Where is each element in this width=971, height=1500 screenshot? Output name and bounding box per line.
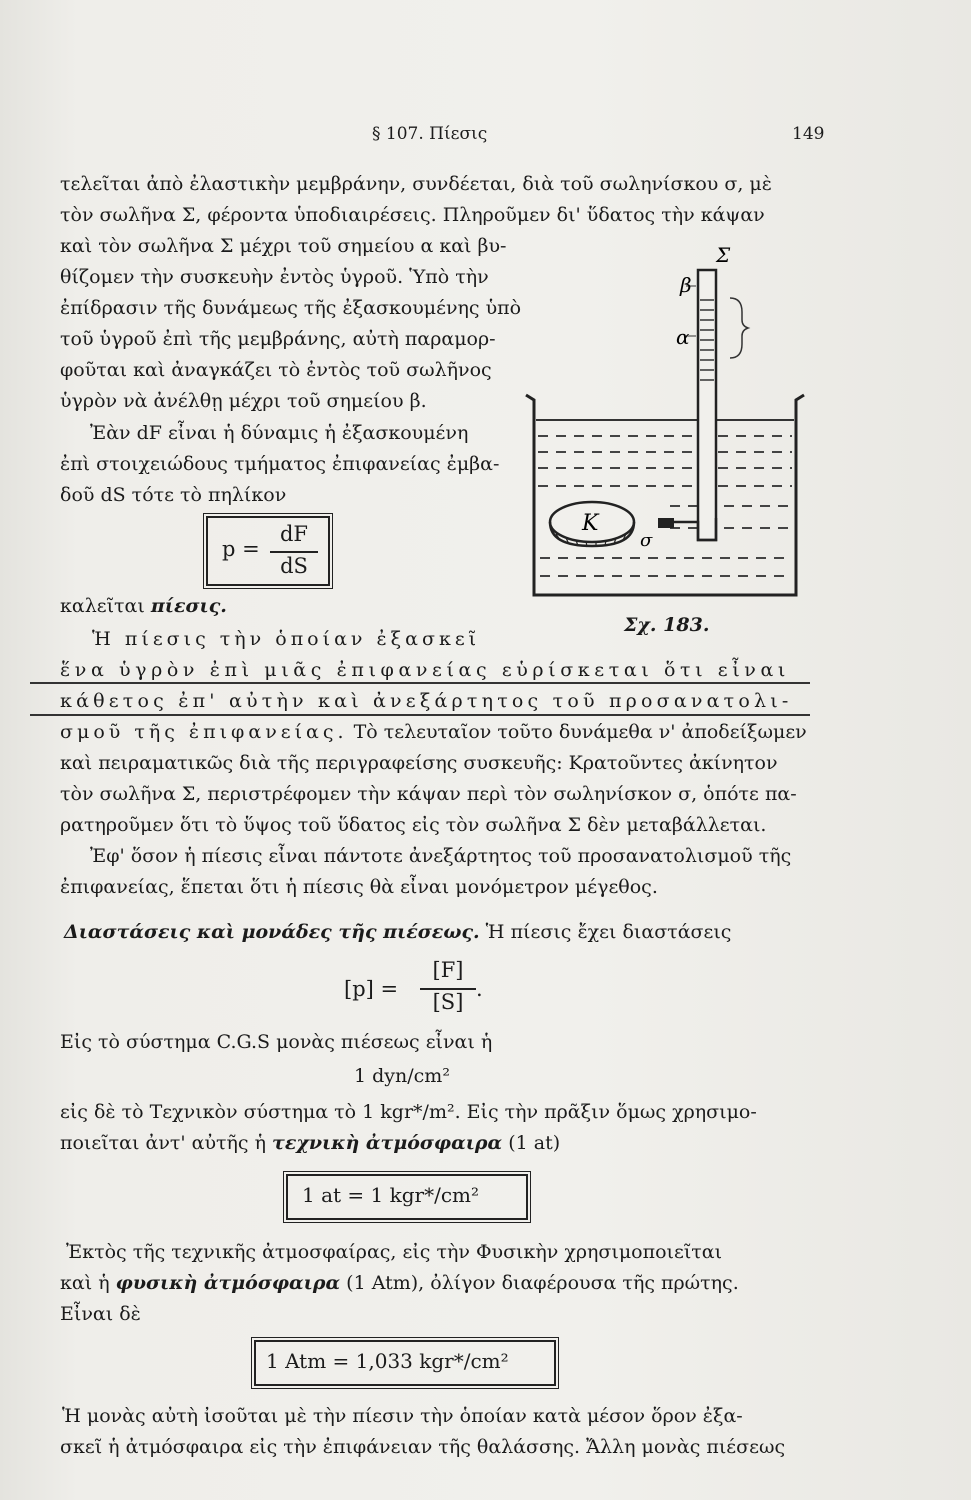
phys-prefix: καὶ ἡ [60,1272,116,1294]
dimensions-text: Ἡ πίεσις ἔχει διαστάσεις [479,921,732,943]
text-line: ἐπιφανείας, ἕπεται ὅτι ἡ πίεσις θὰ εἶναι μονόμετρον μέγεθος. [60,876,658,898]
formula-atm: 1 Atm = 1,033 kgr*/cm² [266,1349,509,1373]
figure-label-K: K [582,511,599,536]
text-line-spaced: Ἡ πίεσις τὴν ὁποίαν ἐξασκεῖ [92,628,481,650]
normal-segment: Τὸ τελευταῖον τοῦτο δυνάμεθα ν' ἀποδείξωμεν [347,721,807,743]
formula2-denominator: [S] [432,990,464,1014]
text-line-spaced: κάθετος ἐπ' αὐτὴν καὶ ἀνεξάρτητος τοῦ προσανατολι- [60,690,793,712]
text-line-called [60,594,227,618]
phys-suffix: (1 Atm), ὀλίγον διαφέρουσα τῆς πρώτης. [340,1272,739,1294]
dimensions-heading: Διαστάσεις καὶ μονάδες τῆς πιέσεως. [64,921,480,943]
dimensions-line [64,920,731,944]
figure-label-sigma: σ [640,530,653,551]
text-line: καὶ τὸν σωλῆνα Σ μέχρι τοῦ σημείου α καὶ βυ- [60,235,507,257]
text-line: θίζομεν τὴν συσκευὴν ἐντὸς ὑγροῦ. Ὑπὸ τὴν [60,266,489,288]
text-line: τὸν σωλῆνα Σ, περιστρέφομεν τὴν κάψαν περὶ τὸν σωληνίσκον σ, ὁπότε πα- [60,783,797,805]
text-line: Ἐὰν dF εἶναι ἡ δύναμις ἡ ἐξασκουμένη [90,422,469,444]
text-line: καὶ πειραματικῶς διὰ τῆς περιγραφείσης συσκευῆς: Κρατοῦντες ἀκίνητον [60,752,778,774]
text-line: Εἶναι δὲ [60,1303,141,1325]
running-header: § 107. Πίεσις [372,124,488,144]
formula-lhs: p = [222,537,260,561]
text-line: εἰς δὲ τὸ Τεχνικὸν σύστημα τὸ 1 kgr*/m². Εἰς τὴν πρᾶξιν ὅμως χρησιμο- [60,1101,757,1123]
formula-numerator: dF [279,522,308,546]
fraction-bar [270,551,318,553]
text-line: τελεῖται ἀπὸ ἐλαστικὴν μεμβράνην, συνδέεται, διὰ τοῦ σωληνίσκου σ, μὲ [60,173,772,195]
text-line: Εἰς τὸ σύστημα C.G.S μονὰς πιέσεως εἶναι ἡ [60,1031,493,1053]
figure-label-beta: β [680,273,692,297]
text-line: δοῦ dS τότε τὸ πηλίκον [60,484,287,506]
text-line: Ἐφ' ὅσον ἡ πίεσις εἶναι πάντοτε ἀνεξάρτητος τοῦ προσανατολισμοῦ τῆς [90,845,792,867]
tech-suffix: (1 at) [502,1132,561,1154]
text-line: ἐπὶ στοιχειώδους τμήματος ἐπιφανείας ἐμβα- [60,453,500,475]
term-physical-atmosphere: φυσικὴ ἀτμόσφαιρα [115,1272,341,1294]
text-line: ὑγρὸν νὰ ἀνέλθῃ μέχρι τοῦ σημείου β. [60,390,427,412]
text-line-spaced: ἕνα ὑγρὸν ἐπὶ μιᾶς ἐπιφανείας εὑρίσκεται ὅτι εἶναι [60,659,790,681]
text-line: τοῦ ὑγροῦ ἐπὶ τῆς μεμβράνης, αὐτὴ παραμορ- [60,328,496,350]
text-line: σκεῖ ἡ ἀτμόσφαιρα εἰς τὴν ἐπιφάνειαν τῆς θαλάσσης. Ἄλλη μονὰς πιέσεως [60,1436,786,1458]
formula-at: 1 at = 1 kgr*/cm² [302,1183,480,1207]
page-number: 149 [792,124,825,144]
text-line-mixed [60,720,807,744]
formula2-tail: . [476,977,483,1001]
term-pressure: πίεσις. [150,595,227,617]
text-line: ἐπίδρασιν τῆς δυνάμεως τῆς ἐξασκουμένης ὑπὸ [60,297,522,319]
text-line: Ἡ μονὰς αὐτὴ ἰσοῦται μὲ τὴν πίεσιν τὴν ὁποίαν κατὰ μέσον ὅρον ἐξα- [62,1405,743,1427]
text-line: ρατηροῦμεν ὅτι τὸ ὕψος τοῦ ὕδατος εἰς τὸν σωλῆνα Σ δὲν μεταβάλλεται. [60,814,767,836]
term-technical-atmosphere: τεχνικὴ ἀτμόσφαιρα [272,1132,503,1154]
called-prefix: καλεῖται [60,595,151,617]
text-line: φοῦται καὶ ἀναγκάζει τὸ ἐντὸς τοῦ σωλῆνος [60,359,492,381]
formula-denominator: dS [280,554,308,578]
text-line: Ἐκτὸς τῆς τεχνικῆς ἀτμοσφαίρας, εἰς τὴν Φυσικὴν χρησιμοποιεῖται [66,1241,723,1263]
figure-183 [520,240,810,610]
text-line-tech [60,1131,560,1155]
formula2-lhs: [p] = [344,977,399,1001]
figure-label-Sigma: Σ [716,243,731,267]
tech-prefix: ποιεῖται ἀντ' αὐτῆς ἡ [60,1132,273,1154]
pen-underline [30,714,810,716]
unit-dyn: 1 dyn/cm² [354,1065,450,1087]
figure-label-alpha: α [676,325,690,349]
spaced-segment: σμοῦ τῆς ἐπιφανείας. [60,721,348,743]
figure-caption: Σχ. 183. [624,614,710,636]
text-line: τὸν σωλῆνα Σ, φέροντα ὑποδιαιρέσεις. Πληροῦμεν δι' ὕδατος τὴν κάψαν [60,204,765,226]
pen-underline [30,682,810,684]
formula2-numerator: [F] [432,958,464,982]
text-line-phys [60,1271,739,1295]
